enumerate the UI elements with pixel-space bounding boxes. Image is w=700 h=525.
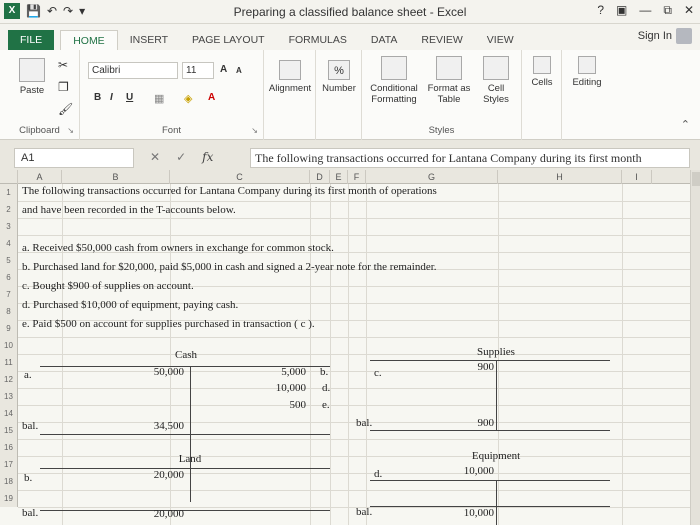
supplies-c-amount[interactable]: 900 [477, 361, 494, 373]
tab-review[interactable]: REVIEW [421, 34, 463, 46]
cash-credit-d[interactable]: 10,000 [275, 382, 306, 394]
name-box[interactable]: A1 [14, 148, 134, 168]
column-header-c[interactable]: C [170, 170, 310, 184]
grow-font-button[interactable]: A [220, 64, 228, 75]
cash-title[interactable]: Cash [175, 349, 197, 361]
title-bar [0, 0, 700, 24]
tab-view[interactable]: VIEW [486, 34, 514, 46]
font-name-select[interactable]: Calibri [88, 62, 178, 79]
avatar-icon [676, 28, 692, 44]
column-header-a[interactable]: A [18, 170, 62, 184]
row-header[interactable]: 18 [0, 473, 18, 490]
clipboard-launcher-icon[interactable]: ↘ [67, 126, 74, 135]
column-header-f[interactable]: F [348, 170, 366, 184]
font-size-select[interactable]: 11 [182, 62, 214, 79]
row-header[interactable]: 1 [0, 184, 18, 201]
row-header[interactable]: 17 [0, 456, 18, 473]
redo-icon[interactable]: ↷ [63, 4, 74, 18]
window-title: Preparing a classified balance sheet - Excel [233, 5, 467, 19]
customize-qat-icon[interactable]: ▾ [79, 4, 86, 18]
undo-icon[interactable]: ↶ [46, 4, 58, 18]
select-all-corner[interactable] [0, 170, 18, 184]
land-total-line [40, 510, 330, 511]
gridline [310, 184, 311, 525]
sign-in[interactable] [638, 28, 692, 44]
gridline [18, 201, 694, 202]
row-header[interactable]: 16 [0, 439, 18, 456]
gridline [366, 184, 367, 525]
format-painter-icon[interactable]: 🖌 [58, 102, 74, 116]
gridline [18, 235, 694, 236]
conditional-label: Conditional [370, 83, 418, 94]
cell-a1[interactable]: The following transactions occurred for Lantana Company during its first month of operations [22, 185, 437, 197]
spreadsheet-grid[interactable] [0, 170, 700, 525]
ribbon-tabs [0, 24, 700, 50]
sign-in-label: Sign In [637, 30, 672, 42]
cell-styles-icon [483, 56, 509, 80]
row-header[interactable]: 5 [0, 252, 18, 269]
window-controls [597, 3, 694, 18]
cash-credit-e[interactable]: 500 [289, 399, 306, 411]
vertical-scrollbar[interactable] [690, 170, 700, 525]
conditional-formatting-button[interactable] [364, 56, 424, 105]
row-header[interactable]: 11 [0, 354, 18, 371]
gridline [18, 218, 694, 219]
tab-page-layout[interactable]: PAGE LAYOUT [192, 34, 265, 46]
land-t-line [40, 468, 330, 469]
cell-label: Cell [487, 83, 505, 94]
gridline [330, 184, 331, 525]
ribbon [0, 50, 700, 140]
column-header-b[interactable]: B [62, 170, 170, 184]
cash-credit-label-b[interactable]: b. [320, 366, 329, 378]
gridline [18, 490, 694, 491]
excel-logo-icon: X [4, 3, 20, 19]
clipboard-group [0, 50, 80, 140]
row-header[interactable]: 13 [0, 388, 18, 405]
cells-icon [533, 56, 551, 74]
supplies-c-label[interactable]: c. [374, 367, 382, 379]
row-header[interactable]: 9 [0, 320, 18, 337]
format-as-label: Format as [427, 83, 471, 94]
fill-color-icon[interactable]: ◈ [184, 93, 193, 105]
row-header[interactable]: 19 [0, 490, 18, 507]
column-headers [0, 170, 700, 184]
cells-group [522, 50, 562, 140]
editing-button[interactable] [562, 56, 612, 88]
equipment-t-divider [496, 480, 497, 525]
styles-label: Styles [483, 94, 509, 105]
cells-label: Cells [531, 77, 553, 88]
cell-styles-button[interactable] [474, 56, 518, 105]
land-balance[interactable]: 20,000 [153, 508, 184, 520]
column-header-e[interactable]: E [330, 170, 348, 184]
styles-group-label: Styles [428, 125, 455, 136]
equipment-balance[interactable]: 10,000 [463, 507, 494, 519]
font-group [80, 50, 264, 140]
save-icon[interactable]: 💾 [26, 4, 41, 18]
cash-credit-label-d[interactable]: d. [322, 382, 331, 394]
gridline [18, 439, 694, 440]
font-color-button[interactable]: A [208, 92, 216, 103]
row-header[interactable]: 10 [0, 337, 18, 354]
font-launcher-icon[interactable]: ↘ [251, 126, 258, 135]
equipment-t-line [370, 480, 610, 481]
number-group [316, 50, 362, 140]
italic-button[interactable]: I [110, 92, 113, 103]
cell-a7[interactable]: d. Purchased $10,000 of equipment, paying cash. [22, 299, 239, 311]
cell-a5[interactable]: b. Purchased land for $20,000, paid $5,000 in cash and signed a 2-year note for the remainder. [22, 261, 437, 273]
formatting-label: Formatting [371, 94, 417, 105]
row-header[interactable]: 7 [0, 286, 18, 303]
supplies-balance[interactable]: 900 [477, 417, 494, 429]
row-header[interactable]: 14 [0, 405, 18, 422]
equipment-title[interactable]: Equipment [471, 450, 521, 462]
supplies-bal-label[interactable]: bal. [356, 417, 373, 429]
clipboard-group-label: Clipboard [19, 125, 60, 136]
bold-button[interactable]: B [94, 92, 102, 103]
cash-a-label[interactable]: a. [24, 369, 32, 381]
cell-a4[interactable]: a. Received $50,000 cash from owners in exchange for common stock. [22, 242, 334, 254]
binoculars-icon [578, 56, 596, 74]
percent-icon: % [328, 60, 350, 80]
cash-total-line [40, 434, 330, 435]
cells-button[interactable] [522, 56, 562, 88]
tab-formulas[interactable]: FORMULAS [288, 34, 347, 46]
cut-icon[interactable]: ✂ [58, 58, 69, 72]
number-button[interactable] [316, 60, 362, 94]
column-header-d[interactable]: D [310, 170, 330, 184]
land-b-amount[interactable]: 20,000 [153, 469, 184, 481]
alignment-label: Alignment [268, 83, 312, 94]
row-header[interactable]: 4 [0, 235, 18, 252]
cell-a6[interactable]: c. Bought $900 of supplies on account. [22, 280, 194, 292]
gridline [62, 184, 63, 525]
paste-button[interactable] [12, 58, 52, 96]
gridline [18, 405, 694, 406]
cash-credit-b[interactable]: 5,000 [281, 366, 306, 378]
underline-button[interactable]: U [126, 92, 134, 103]
conditional-formatting-icon [381, 56, 407, 80]
cash-balance[interactable]: 34,500 [153, 420, 184, 432]
row-header[interactable]: 2 [0, 201, 18, 218]
cell-a2[interactable]: and have been recorded in the T-accounts below. [22, 204, 236, 216]
alignment-button[interactable] [264, 60, 316, 94]
gridline [18, 456, 694, 457]
column-header-h[interactable]: H [498, 170, 622, 184]
insert-function-icon[interactable]: fx [202, 150, 214, 164]
land-b-label[interactable]: b. [24, 472, 33, 484]
ribbon-display-icon[interactable]: ▣ [616, 3, 628, 17]
shrink-font-button[interactable]: A [236, 66, 242, 75]
cash-credit-label-e[interactable]: e. [322, 399, 330, 411]
equipment-d-amount[interactable]: 10,000 [463, 465, 494, 477]
close-icon[interactable]: ✕ [683, 3, 694, 17]
row-header[interactable]: 8 [0, 303, 18, 320]
row-header[interactable]: 6 [0, 269, 18, 286]
alignment-group [264, 50, 316, 140]
tab-file[interactable]: FILE [8, 30, 54, 50]
column-header-i[interactable]: I [622, 170, 652, 184]
gridline [18, 337, 694, 338]
equipment-d-label[interactable]: d. [374, 468, 383, 480]
formula-buttons [150, 150, 213, 164]
scroll-up-icon[interactable] [692, 172, 700, 186]
gridline [622, 184, 623, 525]
cash-a-debit[interactable]: 50,000 [153, 366, 184, 378]
styles-group [362, 50, 522, 140]
cash-bal-label[interactable]: bal. [22, 420, 39, 432]
collapse-ribbon-icon[interactable]: ⌃ [680, 119, 690, 131]
land-bal-label[interactable]: bal. [22, 507, 39, 519]
font-group-label: Font [161, 125, 181, 136]
cancel-icon[interactable]: ✕ [150, 150, 161, 164]
cell-a8[interactable]: e. Paid $500 on account for supplies purchased in transaction ( c ). [22, 318, 315, 330]
formula-input[interactable]: The following transactions occurred for Lantana Company during its first month [250, 148, 690, 168]
supplies-total-line [370, 430, 610, 431]
tab-home[interactable]: HOME [60, 30, 118, 50]
format-as-table-button[interactable] [426, 56, 472, 105]
supplies-t-divider [496, 360, 497, 430]
supplies-title[interactable]: Supplies [477, 346, 515, 358]
restore-icon[interactable]: ⧉ [663, 3, 672, 17]
formula-bar [0, 140, 700, 174]
row-header[interactable]: 3 [0, 218, 18, 235]
table-label: Table [437, 94, 461, 105]
tab-data[interactable]: DATA [370, 34, 398, 46]
minimize-icon[interactable]: — [639, 3, 652, 17]
editing-group [562, 50, 612, 140]
land-title[interactable]: Land [178, 453, 202, 465]
gridline [348, 184, 349, 525]
gridline [18, 354, 694, 355]
enter-icon[interactable]: ✓ [176, 150, 187, 164]
help-button[interactable]: ? [597, 3, 605, 17]
column-header-g[interactable]: G [366, 170, 498, 184]
format-as-table-icon [436, 56, 462, 80]
row-header[interactable]: 15 [0, 422, 18, 439]
copy-icon[interactable]: ❐ [58, 80, 69, 94]
row-header[interactable]: 12 [0, 371, 18, 388]
equipment-bal-label[interactable]: bal. [356, 506, 373, 518]
tab-insert[interactable]: INSERT [129, 34, 169, 46]
borders-icon[interactable]: ▦ [154, 93, 165, 105]
number-label: Number [322, 83, 356, 94]
editing-label: Editing [572, 77, 602, 88]
gridline [18, 388, 694, 389]
paste-icon [19, 58, 45, 82]
alignment-icon [279, 60, 301, 80]
paste-label: Paste [19, 85, 45, 96]
